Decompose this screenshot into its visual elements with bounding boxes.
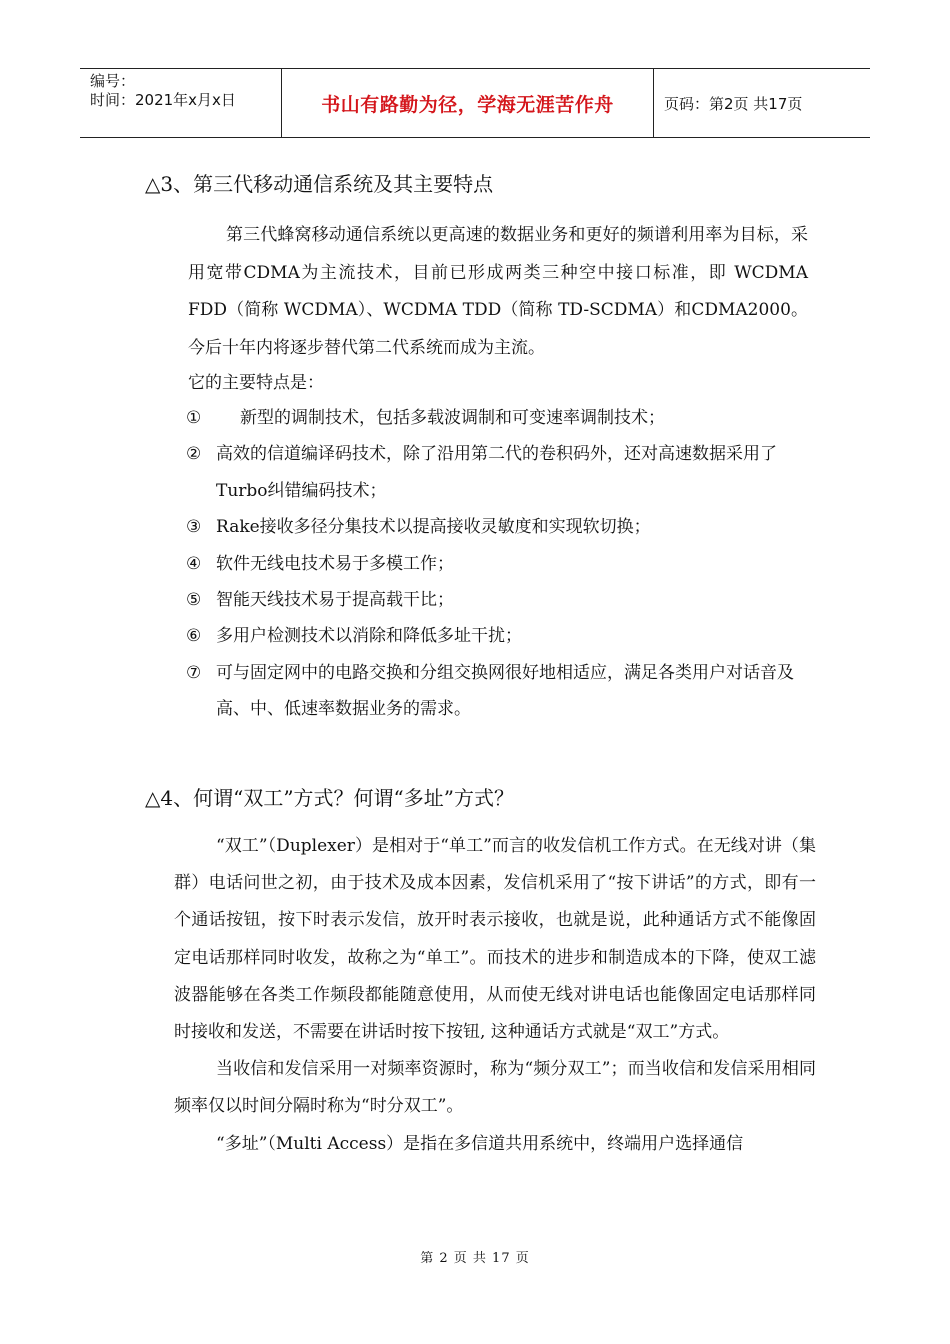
list-item-number: ② [186, 444, 202, 465]
motto-text: 书山有路勤为径，学海无涯苦作舟 [321, 93, 614, 116]
list-item-text: 智能天线技术易于提高载干比； [216, 590, 454, 611]
section-4-paragraph: “双工”（Duplexer）是相对于“单工”而言的收发信机工作方式。在无线对讲（集群）电话问世之初，由于技术及成本因素，发信机采用了“按下讲话”的方式，即有一个通话按钮，按下时表示发信，放开时表示接收，也就是说，此种通话方式不能像固定电话那样同时收发，故称之为“单工”。而技术的进步和制造成本的下降，使双工滤波器能够在各类工作频段都能随意使用，从而使无线对讲电话也能像固定电话那样同时接收和发送，不需要在讲话时按下按钮, 这种通话方式就是“双工”方式。 [174, 836, 816, 1043]
document-time-label: 时间：2021年x月x日 [90, 91, 236, 109]
list-item [186, 546, 810, 582]
header-page-cell [654, 69, 870, 137]
section-4-heading: △4、何谓“双工”方式？何谓“多址”方式？ [145, 786, 515, 810]
list-item-text: 可与固定网中的电路交换和分组交换网很好地相适应，满足各类用户对话音及高、中、低速率数据业务的需求。 [216, 662, 794, 720]
section-3-paragraph: 第三代蜂窝移动通信系统以更高速的数据业务和更好的频谱利用率为目标，采用宽带CDMA为主流技术，目前已形成两类三种空中接口标准，即 WCDMA FDD（简称 WCDMA）、WCDMA TDD（简称 TD-SCDMA）和CDMA2000。今后十年内将逐步替代第二代系统而成为主流。 [188, 225, 808, 358]
header-table [80, 68, 870, 138]
list-item-text: 多用户检测技术以消除和降低多址干扰； [216, 626, 522, 647]
list-item [186, 509, 810, 545]
section-4-body [174, 828, 816, 1163]
header-motto-cell [282, 69, 654, 137]
header-meta-cell [80, 69, 282, 137]
document-number-label: 编号： [90, 72, 136, 90]
list-item [186, 655, 810, 728]
list-item [186, 436, 810, 509]
list-item-number: ③ [186, 517, 202, 538]
section-3-intro: 它的主要特点是： [188, 373, 324, 393]
page-footer: 第 2 页 共 17 页 [420, 1251, 530, 1266]
page-info-text: 页码：第2页 共17页 [664, 94, 803, 113]
feature-list [186, 400, 810, 728]
section-4-paragraph: “多址”（Multi Access）是指在多信道共用系统中，终端用户选择通信 [216, 1133, 744, 1154]
list-item-number: ⑥ [186, 626, 202, 647]
list-item-number: ⑤ [186, 590, 202, 611]
list-item [186, 400, 810, 436]
list-item-text: 高效的信道编译码技术，除了沿用第二代的卷积码外，还对高速数据采用了Turbo纠错编码技术； [216, 444, 777, 501]
list-item-text: 新型的调制技术，包括多载波调制和可变速率调制技术； [240, 408, 665, 428]
list-item-number: ④ [186, 553, 202, 574]
list-item [186, 618, 810, 654]
section-4-paragraph: 当收信和发信采用一对频率资源时，称为“频分双工”；而当收信和发信采用相同频率仅以时间分隔时称为“时分双工”。 [174, 1059, 816, 1117]
list-item-number: ⑦ [186, 662, 202, 683]
list-item [186, 582, 810, 618]
list-item-text: 软件无线电技术易于多模工作； [216, 553, 454, 574]
list-item-text: Rake接收多径分集技术以提高接收灵敏度和实现软切换； [216, 517, 651, 538]
section-3-heading: △3、第三代移动通信系统及其主要特点 [145, 172, 494, 196]
list-item-number: ① [186, 408, 202, 428]
